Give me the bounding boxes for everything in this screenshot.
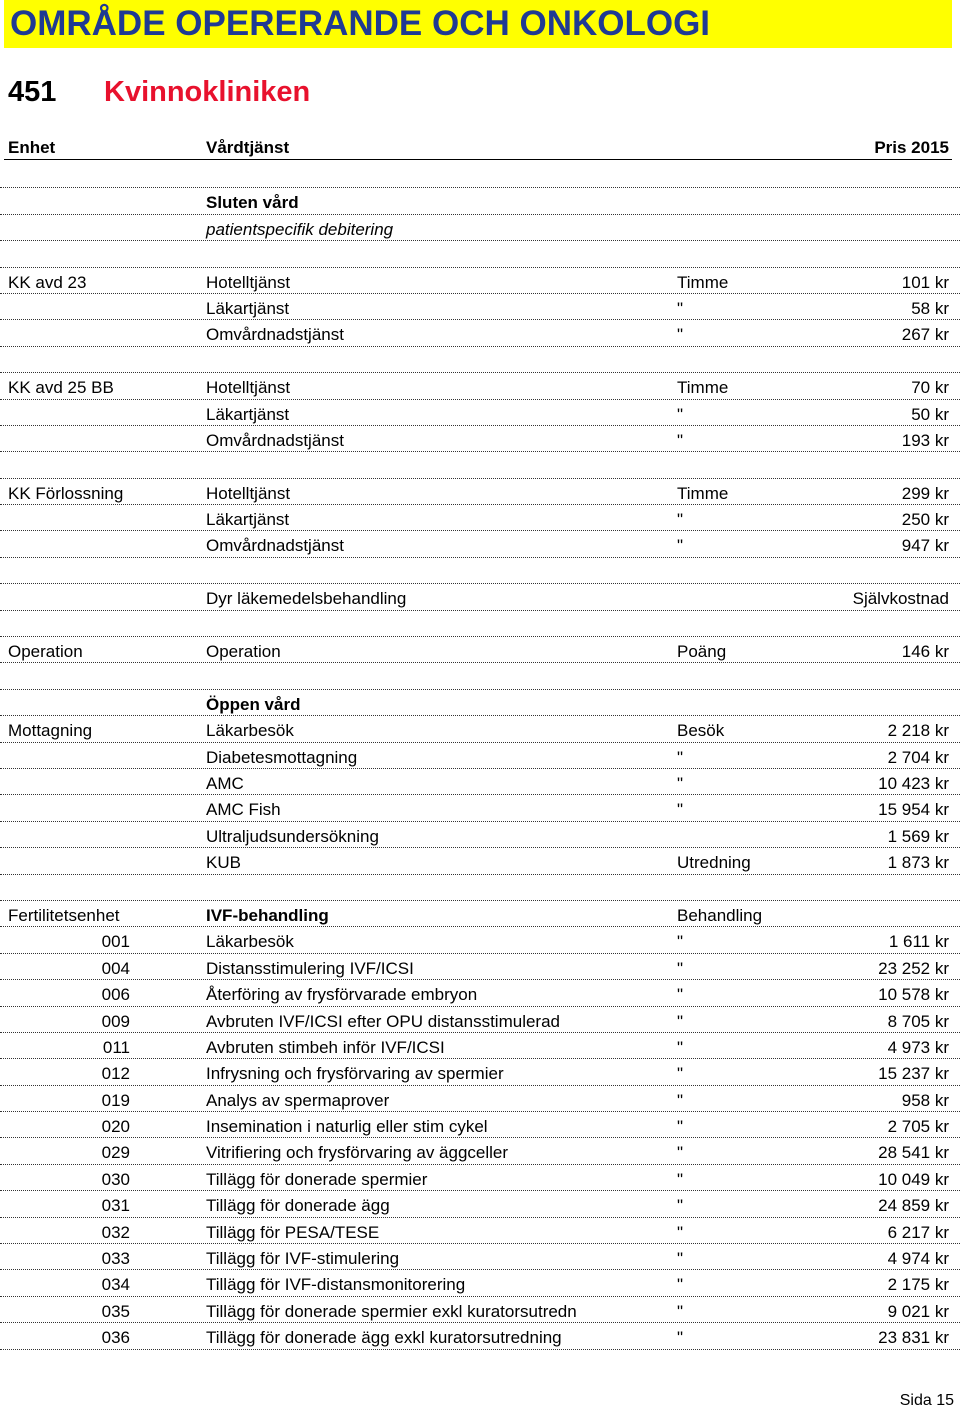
price-cell: 1 873 kr [887, 853, 949, 873]
table-row [0, 980, 960, 1006]
table-row [0, 954, 960, 980]
table-row [0, 637, 960, 663]
unit-type-cell: " [677, 1037, 684, 1057]
table-row [0, 716, 960, 742]
table-row [0, 927, 960, 953]
table-row [0, 294, 960, 320]
service-cell: Återföring av frysförvarade embryon [206, 985, 478, 1005]
price-cell: Självkostnad [852, 589, 949, 609]
service-cell: AMC Fish [206, 800, 281, 820]
price-cell: 958 kr [901, 1090, 949, 1110]
table-row [0, 373, 960, 399]
unit-cell: Mottagning [8, 721, 93, 741]
price-cell: 2 704 kr [887, 747, 949, 767]
unit-cell: 011 [102, 1037, 130, 1057]
unit-cell: 012 [101, 1064, 130, 1084]
unit-cell: KK Förlossning [8, 483, 124, 503]
table-row [0, 584, 960, 610]
service-cell: Distansstimulering IVF/ICSI [206, 958, 414, 978]
price-cell: 10 049 kr [878, 1169, 949, 1189]
table-row [0, 505, 960, 531]
table-row [0, 901, 960, 927]
table-row [0, 162, 960, 188]
table-header [0, 135, 960, 161]
price-table [0, 162, 960, 1350]
price-cell: 4 974 kr [887, 1249, 949, 1269]
price-cell: 250 kr [901, 510, 949, 530]
unit-type-cell: Timme [677, 272, 729, 292]
service-cell: AMC [206, 773, 244, 793]
table-row [0, 1007, 960, 1033]
service-cell: Hotelltjänst [206, 378, 291, 398]
unit-cell: 033 [101, 1249, 130, 1269]
price-cell: 193 kr [901, 430, 949, 450]
unit-type-cell: " [677, 1196, 684, 1216]
price-cell: 15 237 kr [878, 1064, 949, 1084]
unit-type-cell: " [677, 1169, 684, 1189]
table-row [0, 611, 960, 637]
unit-cell: 009 [101, 1011, 130, 1031]
service-cell: Hotelltjänst [206, 272, 291, 292]
unit-cell: KK avd 23 [8, 272, 87, 292]
table-row [0, 400, 960, 426]
unit-type-cell: " [677, 404, 684, 424]
service-cell: Infrysning och frysförvaring av spermier [206, 1064, 504, 1084]
unit-type-cell: " [677, 1301, 684, 1321]
table-row [0, 1033, 960, 1059]
table-row [0, 848, 960, 874]
unit-type-cell: Poäng [677, 642, 727, 662]
table-row [0, 1191, 960, 1217]
unit-cell: 031 [101, 1196, 130, 1216]
table-row [0, 663, 960, 689]
service-cell: Avbruten IVF/ICSI efter OPU distansstimulerad [206, 1011, 560, 1031]
unit-type-cell: " [677, 1117, 684, 1137]
price-cell: 23 831 kr [878, 1328, 949, 1348]
service-cell: Analys av spermaprover [206, 1090, 390, 1110]
table-row [0, 1297, 960, 1323]
unit-type-cell: " [677, 1143, 684, 1163]
unit-type-cell: " [677, 1222, 684, 1242]
unit-cell: 006 [101, 985, 130, 1005]
table-row [0, 1323, 960, 1349]
unit-type-cell: Timme [677, 483, 729, 503]
unit-type-cell: " [677, 1064, 684, 1084]
service-cell: Omvårdnadstjänst [206, 325, 344, 345]
unit-type-cell: " [677, 1328, 684, 1348]
table-row [0, 1244, 960, 1270]
unit-type-cell: Utredning [677, 853, 751, 873]
service-cell: patientspecifik debitering [206, 219, 394, 239]
unit-cell: 029 [101, 1143, 130, 1163]
table-row [0, 1270, 960, 1296]
unit-type-cell: " [677, 985, 684, 1005]
service-cell: Ultraljudsundersökning [206, 826, 379, 846]
service-cell: Läkarbesök [206, 721, 294, 741]
unit-type-cell: " [677, 1011, 684, 1031]
unit-cell: 034 [101, 1275, 130, 1295]
price-cell: 24 859 kr [878, 1196, 949, 1216]
page-banner: OMRÅDE OPERERANDE OCH ONKOLOGI [4, 0, 952, 48]
table-row [0, 822, 960, 848]
table-row [0, 320, 960, 346]
clinic-code: 451 [8, 76, 57, 108]
unit-type-cell: " [677, 747, 684, 767]
service-cell: Operation [206, 642, 281, 662]
service-cell: Avbruten stimbeh inför IVF/ICSI [206, 1037, 445, 1057]
table-row [0, 1086, 960, 1112]
table-row [0, 1059, 960, 1085]
table-row [0, 1112, 960, 1138]
unit-cell: 036 [101, 1328, 130, 1348]
service-cell: Tillägg för donerade ägg exkl kuratorsutredning [206, 1328, 562, 1348]
unit-type-cell: " [677, 1249, 684, 1269]
price-cell: 9 021 kr [887, 1301, 949, 1321]
price-cell: 2 175 kr [887, 1275, 949, 1295]
table-row [0, 558, 960, 584]
service-cell: Läkartjänst [206, 298, 290, 318]
price-cell: 50 kr [911, 404, 949, 424]
table-row [0, 875, 960, 901]
service-cell: Insemination i naturlig eller stim cykel [206, 1117, 488, 1137]
unit-type-cell: " [677, 958, 684, 978]
price-cell: 947 kr [901, 536, 949, 556]
table-row [0, 690, 960, 716]
unit-cell: Fertilitetsenhet [8, 905, 120, 925]
unit-type-cell: " [677, 773, 684, 793]
price-cell: 58 kr [911, 298, 949, 318]
service-cell: Dyr läkemedelsbehandling [206, 589, 407, 609]
price-cell: 4 973 kr [887, 1037, 949, 1057]
clinic-name: Kvinnokliniken [104, 76, 311, 108]
service-cell: Omvårdnadstjänst [206, 430, 344, 450]
price-cell: 1 611 kr [888, 932, 949, 952]
table-row [0, 531, 960, 557]
header-divider [4, 159, 952, 160]
header-pris: Pris 2015 [874, 138, 949, 157]
unit-type-cell: " [677, 325, 684, 345]
price-cell: 2 705 kr [887, 1117, 949, 1137]
unit-cell: 004 [101, 958, 130, 978]
service-cell: Diabetesmottagning [206, 747, 358, 767]
unit-type-cell: " [677, 536, 684, 556]
unit-cell: Operation [8, 642, 83, 662]
unit-type-cell: " [677, 510, 684, 530]
table-row [0, 1138, 960, 1164]
price-cell: 299 kr [901, 483, 949, 503]
price-cell: 23 252 kr [878, 958, 949, 978]
unit-cell: 035 [101, 1301, 130, 1321]
service-cell: Omvårdnadstjänst [206, 536, 344, 556]
header-vardtjanst: Vårdtjänst [206, 138, 290, 157]
header-enhet: Enhet [8, 138, 56, 157]
unit-type-cell: " [677, 1090, 684, 1110]
table-row [0, 268, 960, 294]
service-cell: Läkarbesök [206, 932, 294, 952]
price-cell: 15 954 kr [878, 800, 949, 820]
page-number: Sida 15 [899, 1392, 954, 1409]
unit-type-cell: " [677, 932, 684, 952]
clinic-heading [8, 70, 311, 114]
unit-cell: 019 [101, 1090, 130, 1110]
service-cell: Tillägg för donerade spermier [206, 1169, 428, 1189]
service-cell: KUB [206, 853, 241, 873]
unit-type-cell: " [677, 298, 684, 318]
table-row [0, 426, 960, 452]
table-row [0, 769, 960, 795]
table-row [0, 188, 960, 214]
price-cell: 101 kr [901, 272, 949, 292]
service-cell: Läkartjänst [206, 510, 290, 530]
table-row [0, 1218, 960, 1244]
table-row [0, 452, 960, 478]
price-cell: 70 kr [911, 378, 949, 398]
table-row [0, 347, 960, 373]
service-cell: Sluten vård [206, 193, 299, 213]
unit-cell: 020 [101, 1117, 130, 1137]
price-cell: 10 423 kr [878, 773, 949, 793]
price-cell: 267 kr [901, 325, 949, 345]
table-row [0, 743, 960, 769]
table-row [0, 241, 960, 267]
service-cell: Tillägg för donerade ägg [206, 1196, 390, 1216]
service-cell: Tillägg för PESA/TESE [206, 1222, 380, 1242]
table-row [0, 1165, 960, 1191]
service-cell: Tillägg för IVF-distansmonitorering [206, 1275, 466, 1295]
price-cell: 146 kr [901, 642, 949, 662]
service-cell: Hotelltjänst [206, 483, 291, 503]
price-cell: 6 217 kr [887, 1222, 949, 1242]
service-cell: Vitrifiering och frysförvaring av äggceller [206, 1143, 509, 1163]
price-cell: 8 705 kr [887, 1011, 949, 1031]
service-cell: Läkartjänst [206, 404, 290, 424]
table-row [0, 795, 960, 821]
unit-type-cell: Behandling [677, 905, 763, 925]
unit-type-cell: " [677, 800, 684, 820]
price-cell: 1 569 kr [887, 826, 949, 846]
price-cell: 2 218 kr [887, 721, 949, 741]
price-cell: 10 578 kr [878, 985, 949, 1005]
price-cell: 28 541 kr [878, 1143, 949, 1163]
unit-cell: KK avd 25 BB [8, 378, 114, 398]
service-cell: Öppen vård [206, 694, 301, 714]
table-row [0, 215, 960, 241]
unit-type-cell: " [677, 430, 684, 450]
table-row [0, 479, 960, 505]
unit-type-cell: " [677, 1275, 684, 1295]
service-cell: Tillägg för donerade spermier exkl kuratorsutredn [206, 1301, 577, 1321]
service-cell: Tillägg för IVF-stimulering [206, 1249, 400, 1269]
unit-type-cell: Besök [677, 721, 725, 741]
unit-cell: 001 [101, 932, 130, 952]
service-cell: IVF-behandling [206, 905, 329, 925]
unit-cell: 030 [101, 1169, 130, 1189]
unit-type-cell: Timme [677, 378, 729, 398]
unit-cell: 032 [101, 1222, 130, 1242]
